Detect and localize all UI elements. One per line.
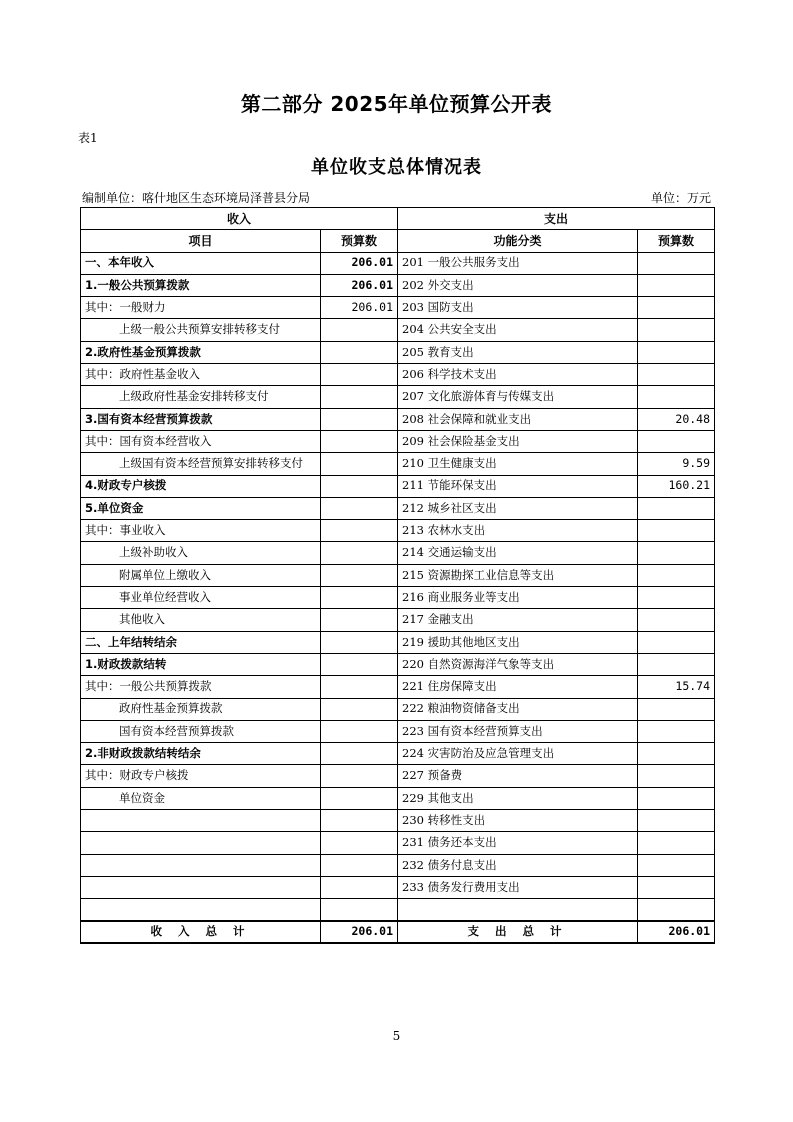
item-column-header: 项目 <box>81 230 321 252</box>
table-row <box>81 876 715 898</box>
income-item-cell: 国有资本经营预算拨款 <box>81 720 321 742</box>
total-row <box>81 921 715 943</box>
income-item-cell <box>81 832 321 854</box>
table-row <box>81 520 715 542</box>
income-amount-cell <box>321 408 398 430</box>
table-row <box>81 430 715 452</box>
expense-category-cell <box>398 899 638 921</box>
table-row <box>81 252 715 274</box>
table-row <box>81 297 715 319</box>
income-amount-cell <box>321 497 398 519</box>
expense-section-header: 支出 <box>398 208 715 230</box>
expense-category-cell: 207 文化旅游体育与传媒支出 <box>398 386 638 408</box>
expense-category-cell: 222 粮油物资储备支出 <box>398 698 638 720</box>
income-item-cell: 单位资金 <box>81 787 321 809</box>
expense-category-cell: 215 资源勘探工业信息等支出 <box>398 564 638 586</box>
expense-category-cell: 217 金融支出 <box>398 609 638 631</box>
expense-amount-cell <box>638 497 715 519</box>
expense-amount-cell: 20.48 <box>638 408 715 430</box>
table-row <box>81 609 715 631</box>
income-item-cell: 上级政府性基金安排转移支付 <box>81 386 321 408</box>
income-item-cell: 其中：政府性基金收入 <box>81 364 321 386</box>
income-item-cell: 上级补助收入 <box>81 542 321 564</box>
income-item-cell: 1.财政拨款结转 <box>81 653 321 675</box>
income-total-amount: 206.01 <box>321 921 398 943</box>
income-amount-cell <box>321 587 398 609</box>
income-item-cell: 事业单位经营收入 <box>81 587 321 609</box>
expense-amount-cell: 9.59 <box>638 453 715 475</box>
expense-amount-cell <box>638 653 715 675</box>
income-item-cell: 其中：事业收入 <box>81 520 321 542</box>
income-item-cell: 上级一般公共预算安排转移支付 <box>81 319 321 341</box>
income-amount-cell <box>321 520 398 542</box>
income-amount-cell: 206.01 <box>321 274 398 296</box>
income-item-cell: 2.政府性基金预算拨款 <box>81 341 321 363</box>
expense-amount-cell <box>638 832 715 854</box>
expense-category-cell: 209 社会保险基金支出 <box>398 430 638 452</box>
income-amount-cell <box>321 542 398 564</box>
income-amount-cell <box>321 453 398 475</box>
income-amount-cell <box>321 765 398 787</box>
expense-amount-cell <box>638 854 715 876</box>
expense-total-label: 支 出 总 计 <box>398 921 638 943</box>
expense-amount-cell <box>638 386 715 408</box>
income-amount-cell <box>321 319 398 341</box>
table-row <box>81 341 715 363</box>
expense-category-cell: 212 城乡社区支出 <box>398 497 638 519</box>
table-row <box>81 698 715 720</box>
expense-category-cell: 220 自然资源海洋气象等支出 <box>398 653 638 675</box>
income-amount-cell <box>321 698 398 720</box>
income-amount-cell <box>321 430 398 452</box>
expense-total-amount: 206.01 <box>638 921 715 943</box>
expense-amount-cell <box>638 609 715 631</box>
table-row <box>81 408 715 430</box>
income-amount-cell: 206.01 <box>321 297 398 319</box>
expense-category-cell: 216 商业服务业等支出 <box>398 587 638 609</box>
income-item-cell: 政府性基金预算拨款 <box>81 698 321 720</box>
table-row <box>81 386 715 408</box>
expense-amount-cell <box>638 252 715 274</box>
table-row <box>81 765 715 787</box>
income-item-cell: 5.单位资金 <box>81 497 321 519</box>
expense-category-cell: 231 债务还本支出 <box>398 832 638 854</box>
table-row <box>81 497 715 519</box>
income-amount-cell <box>321 364 398 386</box>
income-section-header: 收入 <box>81 208 398 230</box>
expense-category-cell: 223 国有资本经营预算支出 <box>398 720 638 742</box>
expense-category-cell: 233 债务发行费用支出 <box>398 876 638 898</box>
expense-amount-cell <box>638 720 715 742</box>
expense-amount-cell <box>638 743 715 765</box>
income-item-cell: 上级国有资本经营预算安排转移支付 <box>81 453 321 475</box>
expense-amount-cell <box>638 542 715 564</box>
expense-amount-cell <box>638 319 715 341</box>
income-amount-cell <box>321 787 398 809</box>
table-row <box>81 653 715 675</box>
table-row <box>81 319 715 341</box>
page-title: 第二部分 2025年单位预算公开表 <box>240 92 553 116</box>
income-item-cell: 二、上年结转结余 <box>81 631 321 653</box>
income-amount-cell <box>321 341 398 363</box>
expense-category-cell: 205 教育支出 <box>398 341 638 363</box>
income-total-label: 收 入 总 计 <box>81 921 321 943</box>
expense-amount-cell <box>638 787 715 809</box>
table-row <box>81 587 715 609</box>
budget-table <box>80 207 715 944</box>
expense-amount-cell <box>638 274 715 296</box>
expense-amount-cell <box>638 587 715 609</box>
currency-unit: 单位：万元 <box>650 191 711 205</box>
table-row <box>81 631 715 653</box>
expense-amount-column-header: 预算数 <box>638 230 715 252</box>
income-amount-cell <box>321 876 398 898</box>
income-amount-cell <box>321 609 398 631</box>
expense-amount-cell <box>638 765 715 787</box>
income-amount-cell: 206.01 <box>321 252 398 274</box>
expense-category-cell: 221 住房保障支出 <box>398 676 638 698</box>
table-row <box>81 832 715 854</box>
income-item-cell <box>81 810 321 832</box>
function-category-column-header: 功能分类 <box>398 230 638 252</box>
income-amount-cell <box>321 810 398 832</box>
table-row <box>81 899 715 921</box>
expense-amount-cell: 15.74 <box>638 676 715 698</box>
table-row <box>81 564 715 586</box>
table-row <box>81 854 715 876</box>
income-item-cell: 1.一般公共预算拨款 <box>81 274 321 296</box>
table-row <box>81 475 715 497</box>
income-item-cell: 其中：国有资本经营收入 <box>81 430 321 452</box>
income-item-cell <box>81 899 321 921</box>
expense-amount-cell <box>638 364 715 386</box>
income-item-cell: 3.国有资本经营预算拨款 <box>81 408 321 430</box>
income-amount-cell <box>321 743 398 765</box>
expense-amount-cell <box>638 341 715 363</box>
income-amount-cell <box>321 720 398 742</box>
table-title: 单位收支总体情况表 <box>311 157 482 178</box>
income-amount-cell <box>321 564 398 586</box>
income-item-cell: 4.财政专户核拨 <box>81 475 321 497</box>
table-row <box>81 542 715 564</box>
expense-category-cell: 214 交通运输支出 <box>398 542 638 564</box>
income-amount-cell <box>321 631 398 653</box>
expense-category-cell: 230 转移性支出 <box>398 810 638 832</box>
expense-category-cell: 206 科学技术支出 <box>398 364 638 386</box>
header-row-sections <box>81 208 715 230</box>
header-row-columns <box>81 230 715 252</box>
compiling-unit: 编制单位：喀什地区生态环境局泽普县分局 <box>82 191 311 205</box>
income-item-cell: 其中：财政专户核拨 <box>81 765 321 787</box>
income-item-cell: 附属单位上缴收入 <box>81 564 321 586</box>
expense-category-cell: 203 国防支出 <box>398 297 638 319</box>
income-amount-cell <box>321 854 398 876</box>
expense-amount-cell <box>638 698 715 720</box>
income-item-cell: 其中：一般公共预算拨款 <box>81 676 321 698</box>
page-number: 5 <box>392 1029 401 1043</box>
income-item-cell <box>81 854 321 876</box>
table-row <box>81 274 715 296</box>
income-amount-cell <box>321 899 398 921</box>
expense-category-cell: 213 农林水支出 <box>398 520 638 542</box>
table-row <box>81 743 715 765</box>
income-item-cell: 一、本年收入 <box>81 252 321 274</box>
expense-category-cell: 224 灾害防治及应急管理支出 <box>398 743 638 765</box>
income-item-cell: 其他收入 <box>81 609 321 631</box>
income-amount-cell <box>321 832 398 854</box>
expense-amount-cell <box>638 810 715 832</box>
expense-category-cell: 210 卫生健康支出 <box>398 453 638 475</box>
table-row <box>81 364 715 386</box>
income-amount-cell <box>321 475 398 497</box>
expense-amount-cell: 160.21 <box>638 475 715 497</box>
expense-amount-cell <box>638 297 715 319</box>
table-row <box>81 720 715 742</box>
income-amount-cell <box>321 676 398 698</box>
expense-amount-cell <box>638 876 715 898</box>
table-row <box>81 787 715 809</box>
expense-amount-cell <box>638 899 715 921</box>
income-amount-column-header: 预算数 <box>321 230 398 252</box>
expense-category-cell: 229 其他支出 <box>398 787 638 809</box>
table-row <box>81 676 715 698</box>
table-row <box>81 810 715 832</box>
expense-category-cell: 208 社会保障和就业支出 <box>398 408 638 430</box>
table-row <box>81 453 715 475</box>
expense-category-cell: 201 一般公共服务支出 <box>398 252 638 274</box>
income-item-cell: 其中：一般财力 <box>81 297 321 319</box>
expense-amount-cell <box>638 520 715 542</box>
income-item-cell <box>81 876 321 898</box>
income-amount-cell <box>321 386 398 408</box>
expense-category-cell: 211 节能环保支出 <box>398 475 638 497</box>
expense-category-cell: 232 债务付息支出 <box>398 854 638 876</box>
expense-category-cell: 219 援助其他地区支出 <box>398 631 638 653</box>
table-number-label: 表1 <box>78 131 98 145</box>
income-amount-cell <box>321 653 398 675</box>
income-item-cell: 2.非财政拨款结转结余 <box>81 743 321 765</box>
expense-category-cell: 202 外交支出 <box>398 274 638 296</box>
expense-amount-cell <box>638 631 715 653</box>
expense-category-cell: 227 预备费 <box>398 765 638 787</box>
expense-amount-cell <box>638 430 715 452</box>
expense-amount-cell <box>638 564 715 586</box>
expense-category-cell: 204 公共安全支出 <box>398 319 638 341</box>
